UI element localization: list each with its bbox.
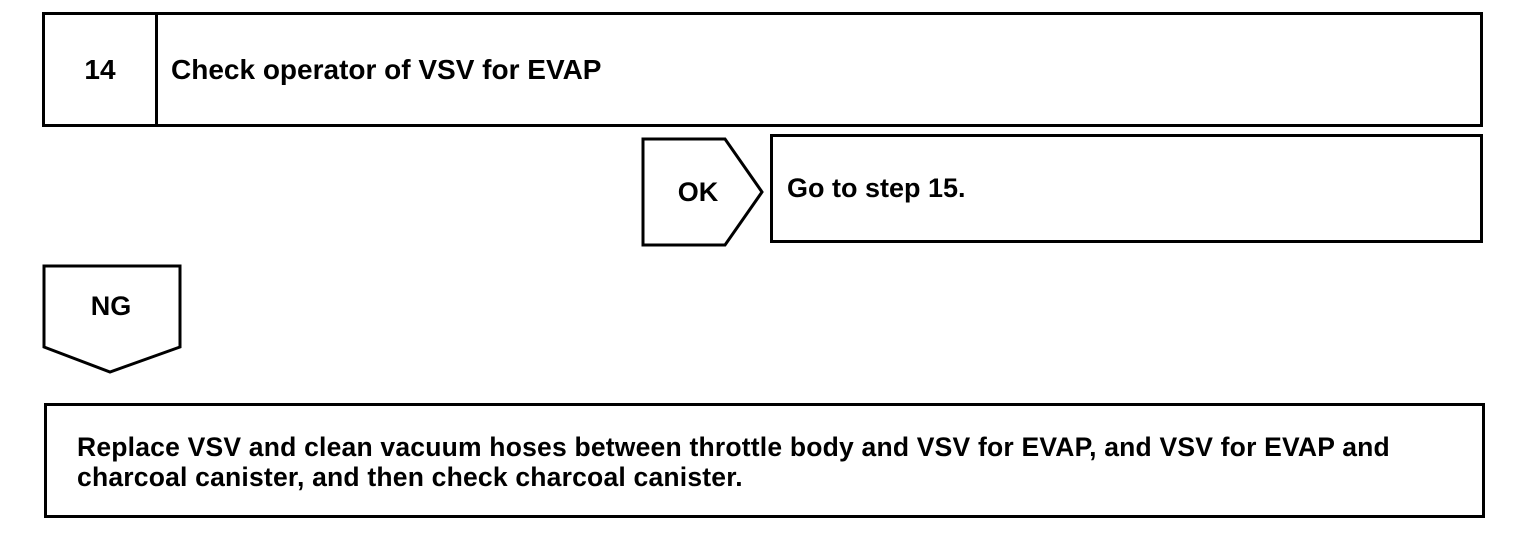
step-header-box <box>42 12 1483 127</box>
ok-result-text: Go to step 15. <box>787 173 966 203</box>
ng-action-box <box>44 403 1485 518</box>
ng-action-text: Replace VSV and clean vacuum hoses between throttle body and VSV for EVAP, and VSV for EVAP and charcoal canister, and then check charcoal canister. <box>77 432 1390 492</box>
ng-label: NG <box>90 290 132 321</box>
ok-label: OK <box>677 176 719 207</box>
step-number: 14 <box>45 15 158 124</box>
ok-result-box <box>770 134 1483 243</box>
step-title: Check operator of VSV for EVAP <box>171 53 602 85</box>
